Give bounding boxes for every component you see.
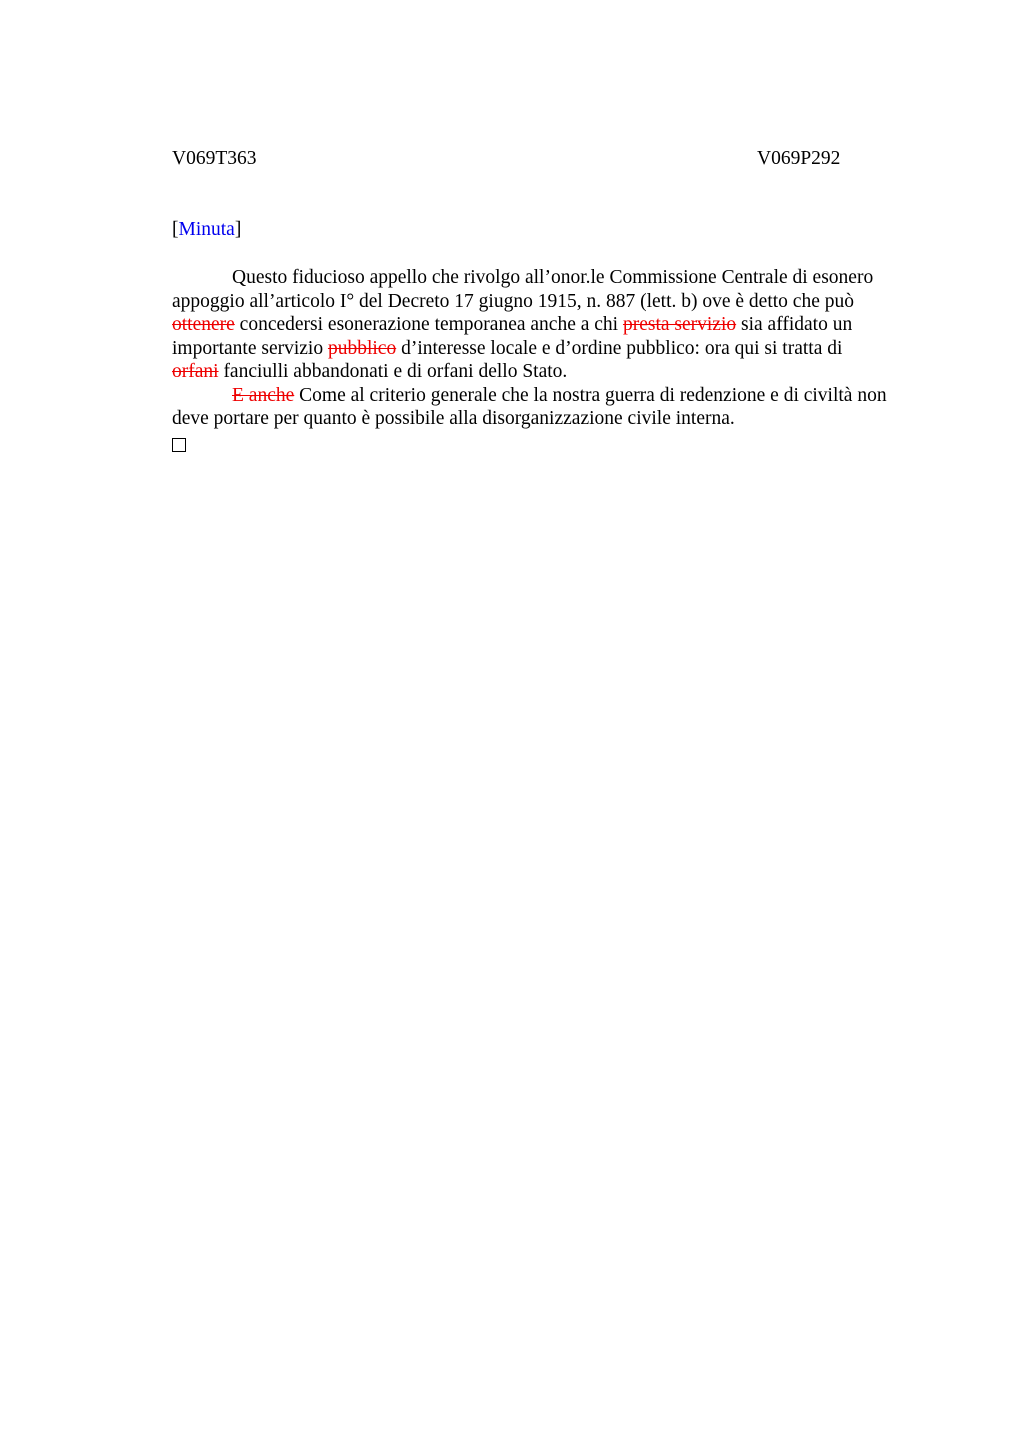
text-run: sia affidato un xyxy=(736,314,853,335)
text-run: Come al criterio generale che la nostra guerra di redenzione e di civiltà non xyxy=(294,384,887,406)
page-reference-right: V069P292 xyxy=(757,148,841,169)
paragraph-1-line-1 xyxy=(172,266,932,290)
deleted-text: orfani xyxy=(172,361,219,382)
text-run: Questo fiducioso appello che rivolgo all’onor.le Commissione Centrale di esonero xyxy=(232,267,874,288)
deleted-text: pubblico xyxy=(327,337,397,359)
minuta-word: Minuta xyxy=(178,219,235,240)
paragraph-1-line-5 xyxy=(172,360,932,384)
deleted-text: presta servizio xyxy=(622,314,737,335)
text-run: fanciulli abbandonati e di orfani dello Stato. xyxy=(218,361,568,382)
text-run: importante servizio xyxy=(172,337,328,359)
minuta-label xyxy=(172,218,241,241)
open-bracket: [ xyxy=(172,219,179,240)
document-reference-left: V069T363 xyxy=(172,148,257,169)
text-run: concedersi esonerazione temporanea anche a chi xyxy=(234,314,623,335)
paragraph-1-line-4 xyxy=(172,337,932,361)
paragraph-1-line-3 xyxy=(172,313,932,337)
paragraph-2-line-1 xyxy=(172,384,932,408)
paragraph-2-line-2: deve portare per quanto è possibile alla disorganizzazione civile interna. xyxy=(172,408,735,429)
text-run: d’interesse locale e d’ordine pubblico: ora qui si tratta di xyxy=(396,337,843,359)
deleted-text: E anche xyxy=(232,384,295,406)
close-bracket: ] xyxy=(234,219,242,240)
transcription-body xyxy=(172,266,932,452)
end-of-text-box-icon xyxy=(172,438,186,452)
paragraph-1-line-2: appoggio all’articolo I° del Decreto 17 giugno 1915, n. 887 (lett. b) ove è detto che può xyxy=(172,290,854,312)
deleted-text: ottenere xyxy=(172,314,235,335)
